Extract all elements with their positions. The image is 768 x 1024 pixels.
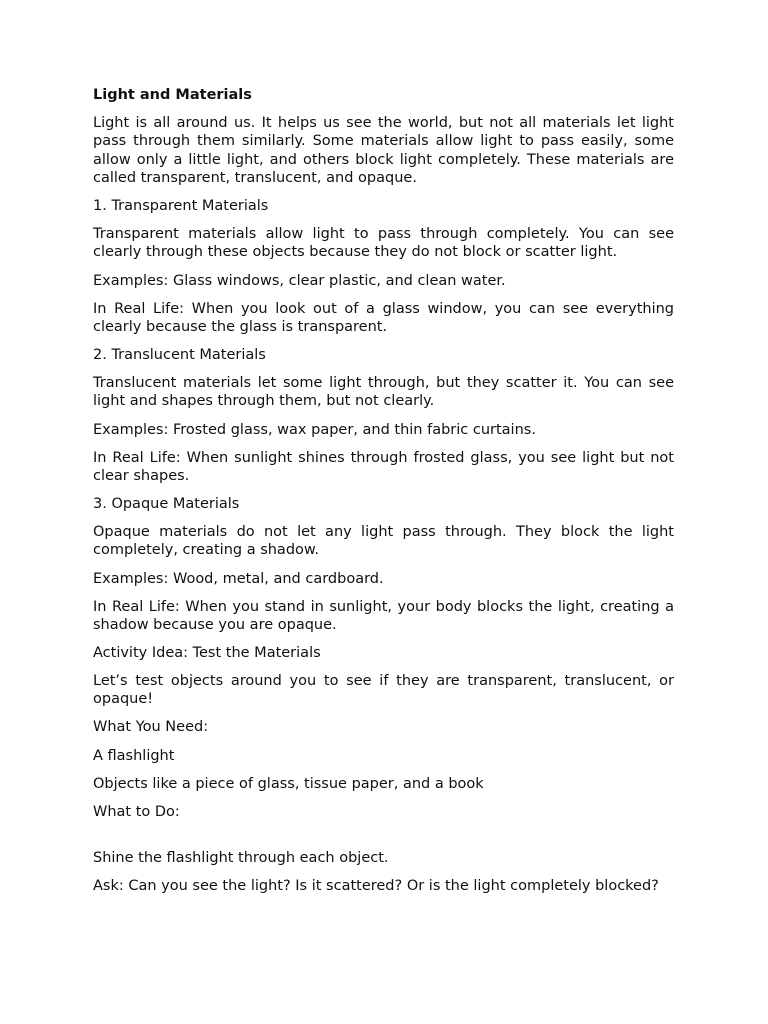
document-title: Light and Materials [93, 87, 252, 103]
empty-line [93, 831, 674, 849]
section-heading-translucent: 2. Translucent Materials [93, 347, 266, 364]
section-real-life-translucent: In Real Life: When sunlight shines through frosted glass, you see light but not clear shapes. [93, 449, 674, 484]
activity-do-label: What to Do: [93, 803, 180, 820]
activity-need-label: What You Need: [93, 719, 209, 736]
activity-need-item: A flashlight [93, 747, 175, 764]
document-page [93, 86, 674, 905]
section-real-life-opaque: In Real Life: When you stand in sunlight, your body blocks the light, creating a shadow because you are opaque. [93, 598, 674, 633]
section-description-translucent: Translucent materials let some light through, but they scatter it. You can see light and shapes through them, but not clearly. [93, 375, 674, 410]
activity-heading: Activity Idea: Test the Materials [93, 644, 321, 661]
section-description-transparent: Transparent materials allow light to pass through completely. You can see clearly through these objects because they do not block or scatter light. [93, 226, 674, 261]
activity-intro: Let’s test objects around you to see if they are transparent, translucent, or opaque! [93, 673, 674, 708]
activity-need-item: Objects like a piece of glass, tissue paper, and a book [93, 775, 484, 792]
section-examples-transparent: Examples: Glass windows, clear plastic, and clean water. [93, 272, 506, 289]
section-heading-transparent: 1. Transparent Materials [93, 198, 269, 215]
activity-step: Shine the flashlight through each object. [93, 850, 389, 867]
section-description-opaque: Opaque materials do not let any light pass through. They block the light completely, creating a shadow. [93, 524, 674, 559]
section-real-life-transparent: In Real Life: When you look out of a glass window, you can see everything clearly because the glass is transparent. [93, 300, 674, 335]
section-examples-translucent: Examples: Frosted glass, wax paper, and thin fabric curtains. [93, 421, 536, 438]
section-heading-opaque: 3. Opaque Materials [93, 496, 240, 513]
section-examples-opaque: Examples: Wood, metal, and cardboard. [93, 570, 384, 587]
activity-step: Ask: Can you see the light? Is it scattered? Or is the light completely blocked? [93, 878, 659, 895]
intro-paragraph: Light is all around us. It helps us see the world, but not all materials let light pass through them similarly. Some materials allow light to pass easily, some allow only a little light, and others block light completely. These materials are called transparent, translucent, and opaque. [93, 115, 674, 186]
